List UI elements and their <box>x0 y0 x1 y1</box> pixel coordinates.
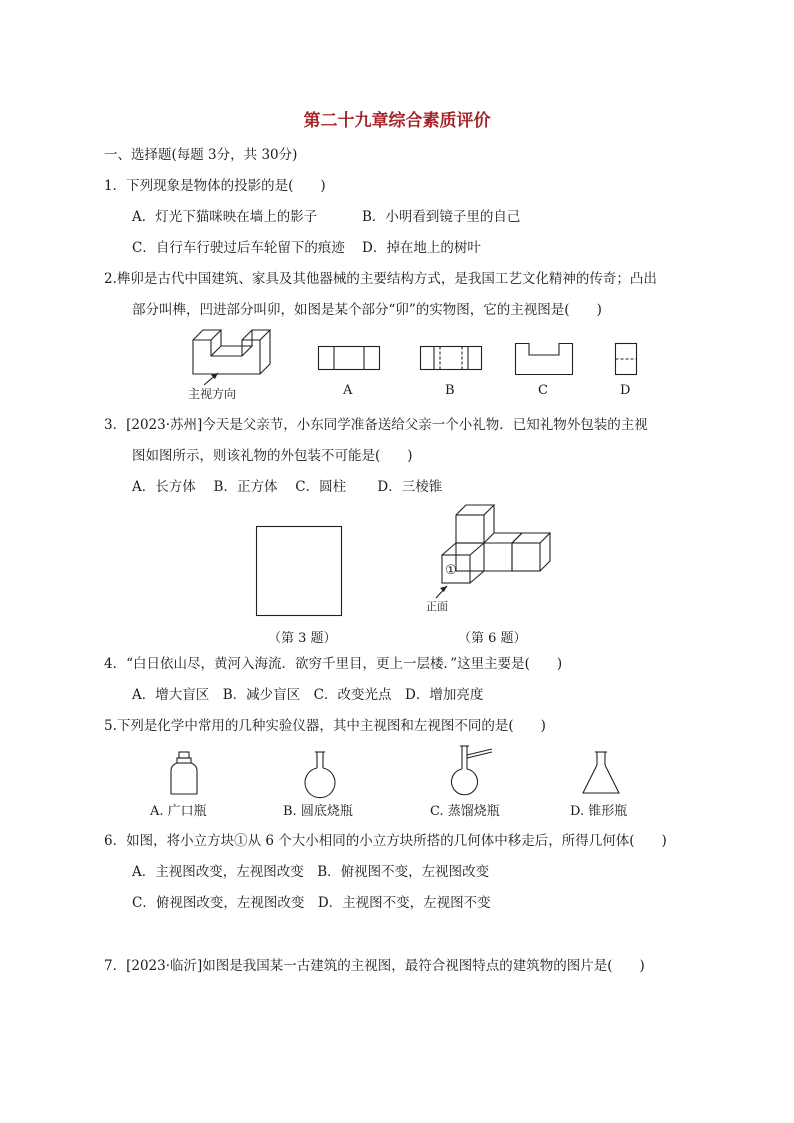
question-2-stem-line1: 2.榫卯是古代中国建筑、家具及其他器械的主要结构方式，是我国工艺文化精神的传奇；凸出 <box>104 271 657 287</box>
question-3-caption: （第 3 题） <box>268 631 337 646</box>
question-1-option-a: A．灯光下猫咪映在墙上的影子 <box>132 209 318 225</box>
wide-mouth-bottle-icon[interactable] <box>170 751 198 795</box>
distillation-flask-icon[interactable] <box>450 745 494 797</box>
section-heading: 一、选择题(每题 3分，共 30分) <box>104 147 298 163</box>
question-1-option-d: D．掉在地上的树叶 <box>362 240 481 256</box>
option-b-label: B <box>445 383 455 398</box>
option-c-figure[interactable] <box>515 343 573 375</box>
question-5-stem: 5.下列是化学中常用的几种实验仪器，其中主视图和左视图不同的是( ) <box>104 718 546 734</box>
question-3-options: A．长方体 B．正方体 C．圆柱 D．三棱锥 <box>132 479 443 495</box>
front-direction-arrow <box>432 583 452 599</box>
question-3-front-view-square <box>256 526 342 616</box>
question-6-options-cd: C．俯视图改变，左视图改变 D．主视图不变，左视图不变 <box>132 895 491 911</box>
option-a-figure[interactable] <box>318 346 380 370</box>
question-2-stem-line2: 部分叫榫，凹进部分叫卯，如图是某个部分“卯”的实物图，它的主视图是( ) <box>132 302 602 318</box>
question-3-stem-line1: 3．[2023·苏州]今天是父亲节，小东同学准备送给父亲一个小礼物．已知礼物外包装的主视 <box>104 417 648 433</box>
cube-mark: ① <box>445 563 457 578</box>
option-d-figure[interactable] <box>615 343 637 375</box>
front-label: 正面 <box>426 600 448 613</box>
question-1-stem: 1．下列现象是物体的投影的是( ) <box>104 178 326 194</box>
question-6-cube-figure <box>438 503 554 593</box>
mortise-3d-figure <box>185 326 270 378</box>
question-4-options: A．增大盲区 B．减少盲区 C．改变光点 D．增加亮度 <box>132 687 484 703</box>
question-6-options-ab: A．主视图改变，左视图改变 B．俯视图不变，左视图改变 <box>132 864 490 880</box>
question-7-stem: 7．[2023·临沂]如图是我国某一古建筑的主视图，最符合视图特点的建筑物的图片是( ) <box>104 958 645 974</box>
question-1-option-c: C．自行车行驶过后车轮留下的痕迹 <box>132 240 345 256</box>
option-a-label: A <box>343 383 353 398</box>
option-b-figure[interactable] <box>420 346 482 370</box>
question-6-caption: （第 6 题） <box>458 631 527 646</box>
question-1-option-b: B．小明看到镜子里的自己 <box>362 209 521 225</box>
option-b-caption: B. 圆底烧瓶 <box>283 804 353 819</box>
question-4-stem: 4．“白日依山尽，黄河入海流．欲穷千里目，更上一层楼．”这里主要是( ) <box>104 656 563 672</box>
question-6-stem: 6．如图，将小立方块①从 6 个大小相同的小立方块所搭的几何体中移走后，所得几何体( ) <box>104 833 667 849</box>
option-d-label: D <box>620 383 631 398</box>
view-direction-arrow <box>200 370 222 386</box>
question-3-stem-line2: 图如图所示，则该礼物的外包装不可能是( ) <box>132 448 413 464</box>
option-d-caption: D. 锥形瓶 <box>570 804 628 819</box>
option-c-label: C <box>538 383 548 398</box>
conical-flask-icon[interactable] <box>582 751 620 795</box>
page-title: 第二十九章综合素质评价 <box>303 111 491 131</box>
option-c-caption: C. 蒸馏烧瓶 <box>430 804 500 819</box>
round-bottom-flask-icon[interactable] <box>304 751 336 797</box>
option-a-caption: A. 广口瓶 <box>150 804 207 819</box>
view-direction-label: 主视方向 <box>188 387 237 401</box>
